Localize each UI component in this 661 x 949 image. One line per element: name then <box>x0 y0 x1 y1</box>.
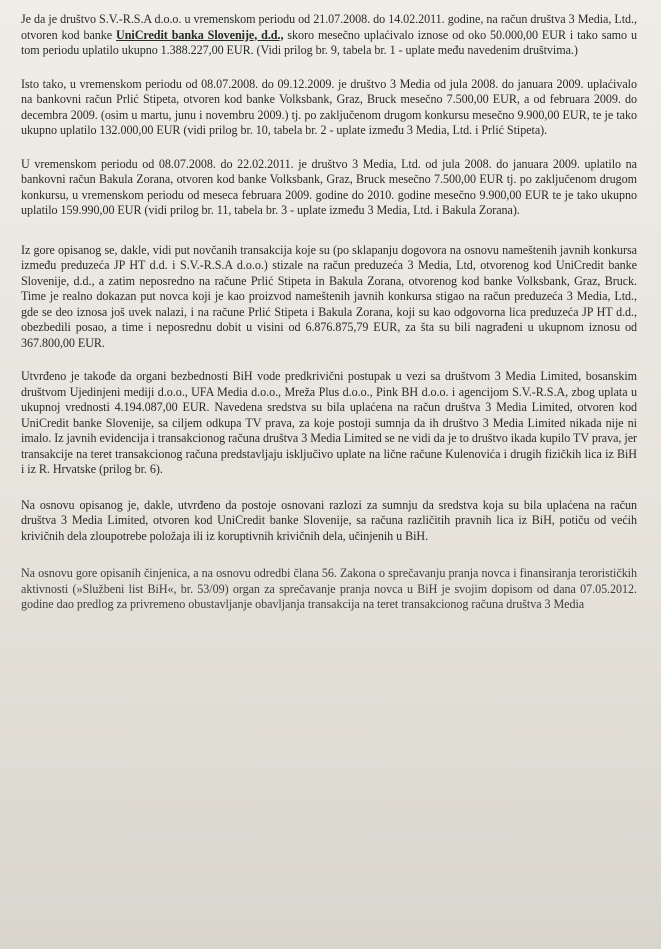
bank-name-emphasis: UniCredit banka Slovenije, d.d., <box>116 27 284 42</box>
paragraph-1-tail: skoro mesečno uplaćivalo iznose od oko 50.000,00 EUR i tako samo u tom periodu uplatilo ukupno 1.388.227,00 EUR. (Vidi prilog br. 9, tabela br. 1 - uplate među navedenim društvima.) <box>21 27 637 57</box>
paragraph-3: U vremenskom periodu od 08.07.2008. do 22.02.2011. je društvo 3 Media, Ltd. od jula 2008. do januara 2009. uplatilo na bankovni račun Bakula Zorana, otvoren kod banke Volksbank, Graz, Bruck mesečno 7.500,00 EUR tj. po zaključenom drugom konkursu, u vremenskom periodu od meseca februara 2009. godine do 2010. godine mesečno 9.900,00 EUR te je tako ukupno uplatilo 159.990,00 EUR (vidi prilog br. 11, tabela br. 3 - uplate između 3 Media, Ltd. i Bakula Zorana). <box>21 156 637 217</box>
paragraph-2: Isto tako, u vremenskom periodu od 08.07.2008. do 09.12.2009. je društvo 3 Media od jula 2008. do januara 2009. uplaćivalo na bankovni račun Prlić Stipeta, otvoren kod banke Volksbank, Graz, Bruck mesečno 7.500,00 EUR, a od februara 2009. do decembra 2009. (osim u martu, junu i novembru 2009.) tj. po zaključenom drugom konkursu mesečno 9.900,00 EUR, te je tako ukupno uplatilo 132.000,00 EUR (vidi prilog br. 10, tabela br. 2 - uplate između 3 Media, Ltd. i Prlić Stipeta). <box>21 76 637 137</box>
paragraph-1-lead: Je da je društvo S.V.-R.S.A d.o.o. u vremenskom periodu od 21.07.2008. do 14.02.2011. godine, na račun društva 3 Media, Ltd., otvoren kod banke <box>21 12 637 42</box>
paragraph-1 <box>21 12 637 59</box>
paragraph-4: Iz gore opisanog se, dakle, vidi put novčanih transakcija koje su (po sklapanju dogovora na osnovu nameštenih javnih konkursa između preduzeća JP HT d.d. i S.V.-R.S.A d.o.o.) stizale na račun preduzeća 3 Media, Ltd, otvorenog kod UniCredit banke Slovenije, d.d., a zatim neposredno na račune Prlić Stipeta in Bakula Zorana, otvorenog kod banke Volksbank, Graz, Bruck. Time je realno dokazan put novca koji je kao proizvod nameštenih javnih konkursa stigao na račun preduzeća 3 Media, Ltd., gde se deo iznosa još uvek nalazi, i na račune Prlić Stipeta i Bakula Zorana, koji su kao odgovorna lica preduzeća JP HT d.d., obezbedili posao, a time i neposrednu dobit u visini od 6.876.875,79 EUR, za šta su bili nagrađeni u ukupnom iznosu od 367.800,00 EUR. <box>21 242 637 350</box>
paragraph-6: Na osnovu opisanog je, dakle, utvrđeno da postoje osnovani razlozi za sumnju da sredstva koja su bila uplaćena na račun društva 3 Media Limited, otvoren kod UniCredit banke Slovenije, sa računa različitih pravnih lica iz BiH, potiču od većih krivičnih dela zloupotrebe položaja ili iz koruptivnih krivičnih dela, učinjenih u BiH. <box>21 497 637 543</box>
paragraph-5: Utvrđeno je takođe da organi bezbednosti BiH vode predkrivični postupak u vezi sa društvom 3 Media Limited, bosanskim društvom Ujedinjeni mediji d.o.o., UFA Media d.o.o., Mreža Plus d.o.o., Pink BH d.o.o. i agencijom S.V.-R.S.A, zbog uplata u ukupnoj vrednosti 4.194.087,00 EUR. Navedena sredstva su bila uplaćena na račun društva 3 Media Limited, otvoren kod UniCredit banke Slovenije, sa ciljem odkupa TV prava, za koje postoji sumnja da ih društvo 3 Media Limited nikada nije ni imalo. Iz javnih evidencija i transakcionog računa društva 3 Media Limited se ne vidi da je to društvo ikada kupilo TV prava, jer transakcije na teret transakcionog računa predstavljaju isključivo uplate na lične račune Kulenovića i drugih fizičkih lica iz BiH i iz R. Hrvatske (prilog br. 6). <box>21 369 637 476</box>
paragraph-7: Na osnovu gore opisanih činjenica, a na osnovu odredbi člana 56. Zakona o sprečavanju pranja novca i finansiranja terorističkih aktivnosti (»Službeni list BiH«, br. 53/09) organ za sprečavanje pranja novca u BiH je svojim dopisom od dana 07.05.2012. godine dao predlog za privremeno obustavljanje obavljanja transakcija na teret transakcionog računa društva 3 Media <box>21 566 637 611</box>
